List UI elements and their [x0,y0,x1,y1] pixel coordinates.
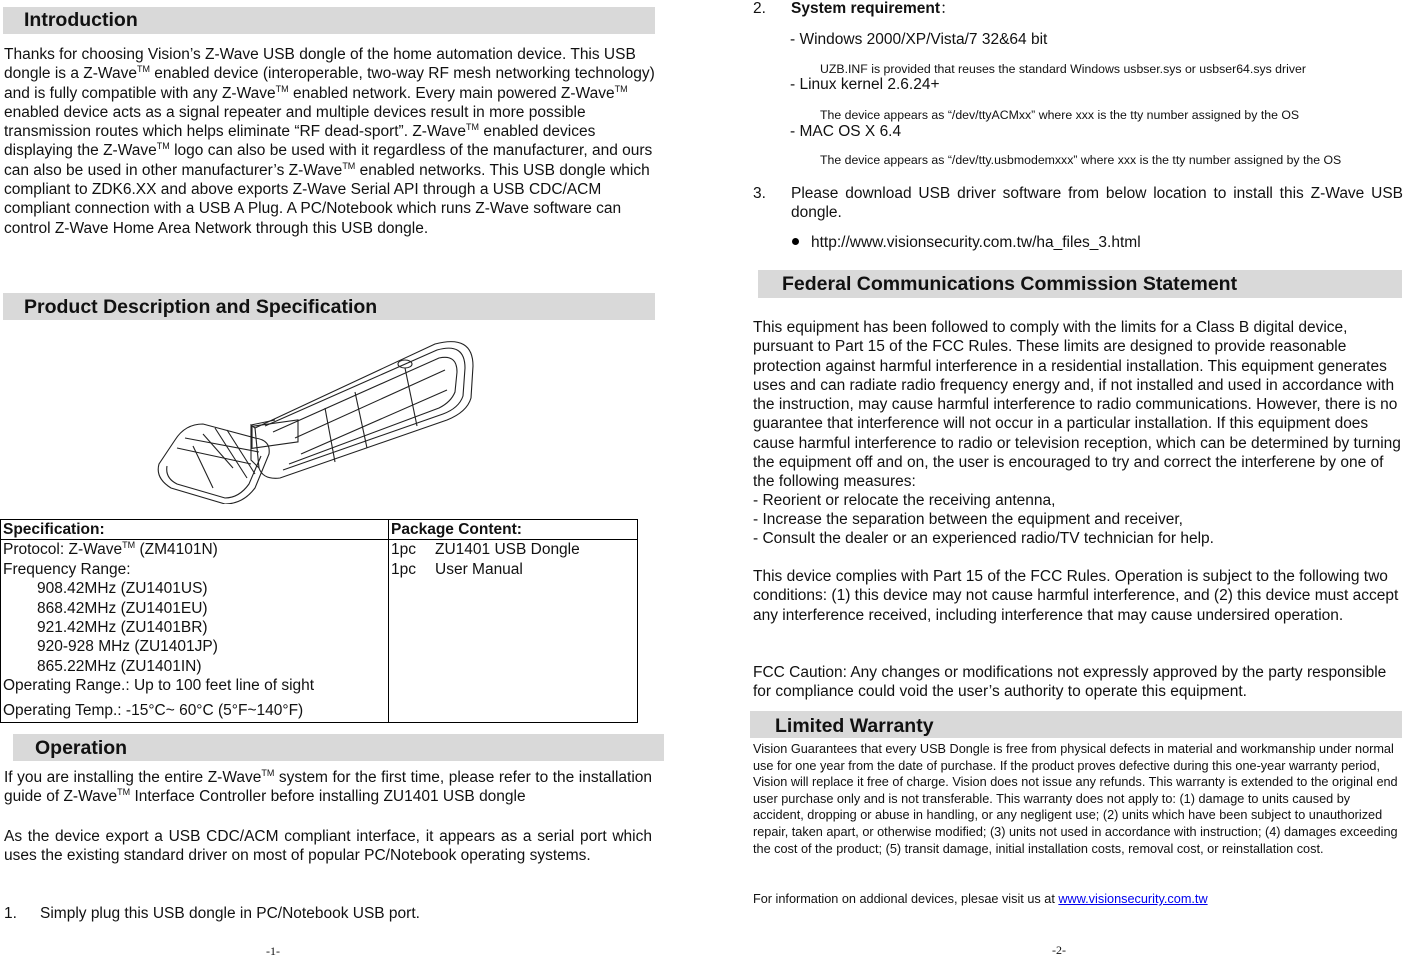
fcc-measure: - Increase the separation between the equipment and receiver, [753,511,1183,528]
page-number-2: -2- [1052,943,1066,957]
warranty-info: For information on addional devices, plesae visit us at www.visionsecurity.com.tw [753,892,1208,906]
website-link[interactable]: www.visionsecurity.com.tw [1058,892,1208,906]
operation-heading: Operation [35,737,128,759]
operation-paragraph-2: As the device export a USB CDC/ACM compliant interface, it appears as a serial port which uses the existing standard driver on most of popular PC/Notebook operating systems. [4,828,652,865]
os-windows: - Windows 2000/XP/Vista/7 32&64 bit [790,31,1048,48]
os-linux: - Linux kernel 2.6.24+ [790,76,940,93]
package-item: 1pc ZU1401 USB Dongle [391,541,580,559]
step-3-number: 3. [753,185,766,202]
spec-range: Operating Range.: Up to 100 feet line of sight [3,677,315,695]
step-3-text: Please download USB driver software from below location to install this Z-Wave USB dongle. [791,185,1403,222]
spec-frequency: 868.42MHz (ZU1401EU) [37,599,208,617]
os-mac: - MAC OS X 6.4 [790,123,902,140]
specification-table [0,519,638,723]
download-link-item[interactable]: http://www.visionsecurity.com.tw/ha_files_3.html [792,233,1141,252]
fcc-measure: - Reorient or relocate the receiving antenna, [753,492,1056,509]
package-header: Package Content: [389,520,638,540]
bullet-icon [792,238,799,245]
spec-protocol: Protocol: Z-Wave™ (ZM4101N) [3,540,218,559]
spec-frequency-label: Frequency Range: [3,560,131,578]
fcc-measure: - Consult the dealer or an experienced radio/TV technician for help. [753,530,1214,547]
product-heading: Product Description and Specification [24,296,378,318]
spec-frequency: 865.22MHz (ZU1401IN) [37,657,202,675]
fcc-paragraph-1: This equipment has been followed to comply with the limits for a Class B digital device, pursuant to Part 15 of the FCC Rules. These limits are designed to provide reasonable protection against harmful interference in a residential installation. This equipment generates uses and can radiate radio frequency energy and, if not installed and used in accordance with the instruction, may cause harmful interference to radio communications. However, there is no guarantee that interference will not occur in a particular installation. If this equipment does cause harmful interference to radio or television reception, which can be determined by turning the equipment off and on, the user is encouraged to try and correct the interferene by one of the following measures: [753,319,1401,491]
spec-frequency: 908.42MHz (ZU1401US) [37,580,208,598]
spec-frequency: 921.42MHz (ZU1401BR) [37,619,208,637]
fcc-paragraph-2: This device complies with Part 15 of the FCC Rules. Operation is subject to the following two conditions: (1) this device may not cause harmful interference, and (2) this device must accept any interference received, including interference that may cause undersired operation. [753,568,1399,624]
fcc-paragraph-3: FCC Caution: Any changes or modifications not expressly approved by the party responsible for compliance could void the user’s authority to operate this equipment. [753,664,1387,701]
introduction-heading: Introduction [24,9,138,31]
package-item: 1pc User Manual [391,560,523,578]
usb-dongle-illustration [155,328,480,504]
operation-paragraph-1: If you are installing the entire Z-Wave™ system for the first time, please refer to the installation guide of Z-Wave™ Interface Controller before installing ZU1401 USB dongle [4,768,652,806]
os-mac-note: The device appears as “/dev/tty.usbmodemxxx” where xxx is the tty number assigned by the OS [820,153,1342,167]
page-number-1: -1- [266,944,280,958]
spec-details [1,540,389,723]
operation-step-1: 1. Simply plug this USB dongle in PC/Notebook USB port. [4,905,420,922]
warranty-paragraph: Vision Guarantees that every USB Dongle is free from physical defects in material and workmanship under normal use for one year from the date of purchase. If the product proves defective during this one-year warranty period, Vision will replace it free of charge. Vision does not issue any refunds. This warranty is extended to the original end user purchase only and is not transferable. This warranty does not apply to: (1) damage to units caused by accident, dropping or abuse in handling, or any negligent use; (2) units which have been subject to unauthorized repair, taken apart, or otherwise modified; (3) units not used in accordance with instruction; (4) damages exceeding the cost of the product; (5) transit damage, initial installation costs, removal cost, or reinstallation cost. [753,742,1398,856]
introduction-paragraph: Thanks for choosing Vision’s Z-Wave USB dongle of the home automation device. This USB dongle is a Z-Wave™ enabled device (interoperable, two-way RF mesh networking technology) and is fully compatible with any Z-Wave™ enabled network. Every main powered Z-Wave™ enabled device acts as a signal repeater and multiple devices result in more possible transmission routes which helps eliminate “RF dead-sport”. Z-Wave™ enabled devices displaying the Z-Wave™ logo can also be used with it regardless of the manufacturer, and ours can also be used in other manufacturer’s Z-Wave™ enabled networks. This USB dongle which compliant to ZDK6.XX and above exports Z-Wave Serial API through a USB CDC/ACM compliant connection with a USB A Plug. A PC/Notebook which runs Z-Wave software can control Z-Wave Home Area Network through this USB dongle. [4,46,655,237]
warranty-heading: Limited Warranty [775,715,934,737]
spec-frequency: 920-928 MHz (ZU1401JP) [37,638,218,656]
package-details [389,540,638,723]
fcc-heading: Federal Communications Commission Statement [782,273,1238,295]
step-2-heading: 2. System requirement： [753,0,956,17]
os-linux-note: The device appears as “/dev/ttyACMxx” where xxx is the tty number assigned by the OS [820,108,1300,122]
spec-header: Specification: [1,520,389,540]
spec-temp: Operating Temp.: -15°C~ 60°C (5°F~140°F) [3,701,304,719]
os-windows-note: UZB.INF is provided that reuses the standard Windows usbser.sys or usbser64.sys driver [820,62,1306,76]
